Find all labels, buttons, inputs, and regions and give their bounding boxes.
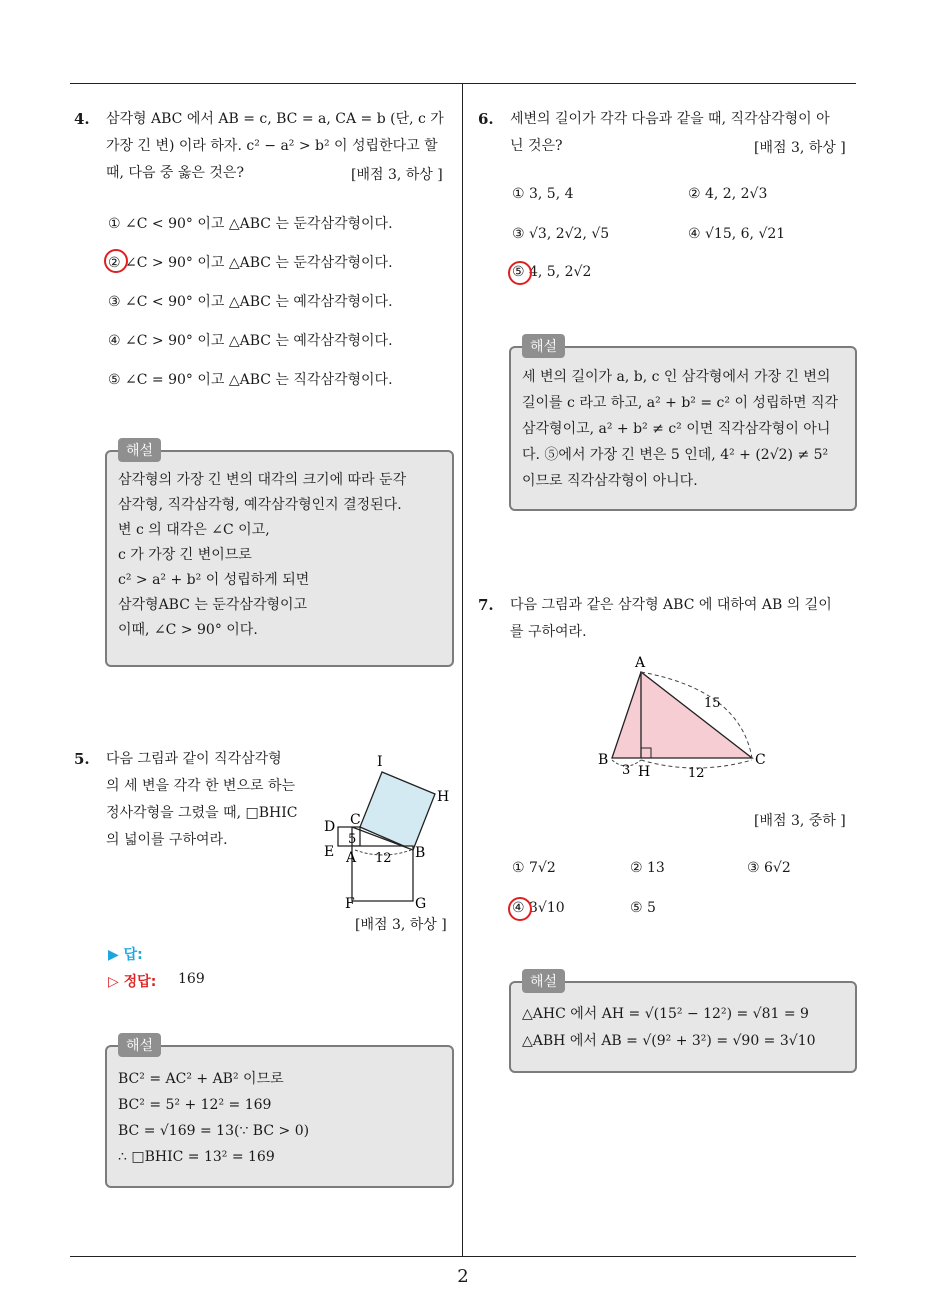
question-5-explanation-tag: 해설 <box>118 1033 161 1057</box>
question-6-number: 6. <box>478 110 494 128</box>
question-6-option-5[interactable]: ⑤ 4, 5, 2√2 <box>512 264 592 280</box>
correct-answer-label: ▷ 정답: <box>108 974 157 990</box>
label-b: B <box>598 752 609 768</box>
question-5-text <box>106 746 297 854</box>
explanation-line: 삼각형, 직각삼각형, 예각삼각형인지 결정된다. <box>118 497 402 513</box>
explanation-line: △ABH 에서 AB = √(9² + 3²) = √90 = 3√10 <box>522 1033 816 1049</box>
question-5-line: 의 세 변을 각각 한 변으로 하는 <box>106 778 295 794</box>
square-bhic <box>360 772 435 850</box>
label-h: H <box>437 789 450 805</box>
question-6-explanation-tag: 해설 <box>522 334 565 358</box>
question-7-score: [배점 3, 중하 ] <box>754 813 846 829</box>
column-divider <box>462 83 463 1256</box>
question-4-number: 4. <box>74 110 90 128</box>
explanation-line: BC² = AC² + AB² 이므로 <box>118 1071 284 1087</box>
explanation-line: 변 c 의 대각은 ∠C 이고, <box>118 522 270 538</box>
explanation-line: c 가 가장 긴 변이므로 <box>118 547 252 563</box>
question-7-figure <box>590 650 780 785</box>
explanation-line: 길이를 c 라고 하고, a² + b² = c² 이 성립하면 직각 <box>522 395 839 411</box>
question-4-score: [배점 3, 하상 ] <box>351 167 443 183</box>
question-6-option-4[interactable]: ④ √15, 6, √21 <box>688 226 786 242</box>
label-c: C <box>755 752 766 768</box>
question-4-option-2[interactable]: ② ∠C > 90° 이고 △ABC 는 둔각삼각형이다. <box>108 255 393 271</box>
question-6-score: [배점 3, 하상 ] <box>754 140 846 156</box>
label-hc-length: 12 <box>688 766 705 781</box>
question-7-option-3[interactable]: ③ 6√2 <box>747 860 791 876</box>
answer-label: ▶ 답: <box>108 947 143 963</box>
question-6-option-1[interactable]: ① 3, 5, 4 <box>512 186 574 202</box>
question-4-line: 때, 다음 중 옳은 것은? <box>106 165 244 181</box>
label-c: C <box>350 812 361 828</box>
question-6-line: 세변의 길이가 각각 다음과 같을 때, 직각삼각형이 아 <box>510 111 830 127</box>
question-7-option-1[interactable]: ① 7√2 <box>512 860 556 876</box>
label-b: B <box>415 845 426 861</box>
explanation-line: BC² = 5² + 12² = 169 <box>118 1097 272 1113</box>
correct-answer-value: 169 <box>178 971 205 987</box>
question-5-figure <box>315 752 460 912</box>
question-7-explanation-text <box>522 1001 816 1055</box>
answer-circle-mark <box>508 897 532 921</box>
explanation-line: 삼각형ABC 는 둔각삼각형이고 <box>118 597 308 613</box>
label-side-5: 5 <box>348 832 357 847</box>
label-ac-length: 15 <box>704 696 721 711</box>
question-5-explanation-text <box>118 1066 309 1170</box>
question-4-option-1[interactable]: ① ∠C < 90° 이고 △ABC 는 둔각삼각형이다. <box>108 216 393 232</box>
label-h: H <box>638 764 651 780</box>
question-4-option-5[interactable]: ⑤ ∠C = 90° 이고 △ABC 는 직각삼각형이다. <box>108 372 393 388</box>
explanation-line: 이때, ∠C > 90° 이다. <box>118 622 258 638</box>
question-7-explanation-tag: 해설 <box>522 969 565 993</box>
explanation-line: 세 변의 길이가 a, b, c 인 삼각형에서 가장 긴 변의 <box>522 369 831 385</box>
question-6-option-2[interactable]: ② 4, 2, 2√3 <box>688 186 768 202</box>
explanation-line: BC = √169 = 13(∵ BC > 0) <box>118 1123 310 1139</box>
question-4-explanation-tag: 해설 <box>118 438 161 462</box>
question-4-line: 가장 긴 변) 이라 하자. c² − a² > b² 이 성립한다고 할 <box>106 138 438 154</box>
question-6-line: 닌 것은? <box>510 138 563 154</box>
label-f: F <box>345 896 355 912</box>
label-e: E <box>324 844 335 860</box>
question-4-option-4[interactable]: ④ ∠C > 90° 이고 △ABC 는 예각삼각형이다. <box>108 333 393 349</box>
explanation-line: 삼각형의 가장 긴 변의 대각의 크기에 따라 둔각 <box>118 472 407 488</box>
question-4-explanation-text <box>118 468 406 643</box>
label-a: A <box>346 850 357 866</box>
question-6-explanation-text <box>522 364 838 494</box>
question-7-option-4[interactable]: ④ 3√10 <box>512 900 565 916</box>
explanation-line: c² > a² + b² 이 성립하게 되면 <box>118 572 310 588</box>
question-4-option-3[interactable]: ③ ∠C < 90° 이고 △ABC 는 예각삼각형이다. <box>108 294 393 310</box>
explanation-line: △AHC 에서 AH = √(15² − 12²) = √81 = 9 <box>522 1006 809 1022</box>
label-bh-length: 3 <box>622 763 631 778</box>
question-7-line: 를 구하여라. <box>510 624 587 640</box>
label-d: D <box>324 819 336 835</box>
explanation-line: 이므로 직각삼각형이 아니다. <box>522 473 698 489</box>
question-7-option-2[interactable]: ② 13 <box>630 860 665 876</box>
answer-circle-mark <box>104 249 128 273</box>
bottom-rule <box>70 1256 856 1257</box>
label-a: A <box>635 655 646 671</box>
question-7-line: 다음 그림과 같은 삼각형 ABC 에 대하여 AB 의 길이 <box>510 597 832 613</box>
question-6-option-3[interactable]: ③ √3, 2√2, √5 <box>512 226 610 242</box>
label-g: G <box>415 896 427 912</box>
question-7-text <box>510 592 832 646</box>
explanation-line: 다. ⑤에서 가장 긴 변은 5 인데, 4² + (2√2) ≠ 5² <box>522 447 829 463</box>
page-number: 2 <box>457 1266 469 1287</box>
question-5-line: 의 넓이를 구하여라. <box>106 832 228 848</box>
explanation-line: 삼각형이고, a² + b² ≠ c² 이면 직각삼각형이 아니 <box>522 421 831 437</box>
question-7-option-5[interactable]: ⑤ 5 <box>630 900 656 916</box>
answer-circle-mark <box>508 261 532 285</box>
top-rule <box>70 83 856 84</box>
question-5-score: [배점 3, 하상 ] <box>355 917 447 933</box>
label-side-12: 12 <box>375 851 392 866</box>
question-5-line: 다음 그림과 같이 직각삼각형 <box>106 751 282 767</box>
explanation-line: ∴ □BHIC = 13² = 169 <box>118 1149 275 1165</box>
label-i: I <box>377 754 383 770</box>
question-5-line: 정사각형을 그렸을 때, □BHIC <box>106 805 298 821</box>
question-5-number: 5. <box>74 750 90 768</box>
question-7-number: 7. <box>478 596 494 614</box>
question-4-line: 삼각형 ABC 에서 AB = c, BC = a, CA = b (단, c 가 <box>106 111 444 127</box>
